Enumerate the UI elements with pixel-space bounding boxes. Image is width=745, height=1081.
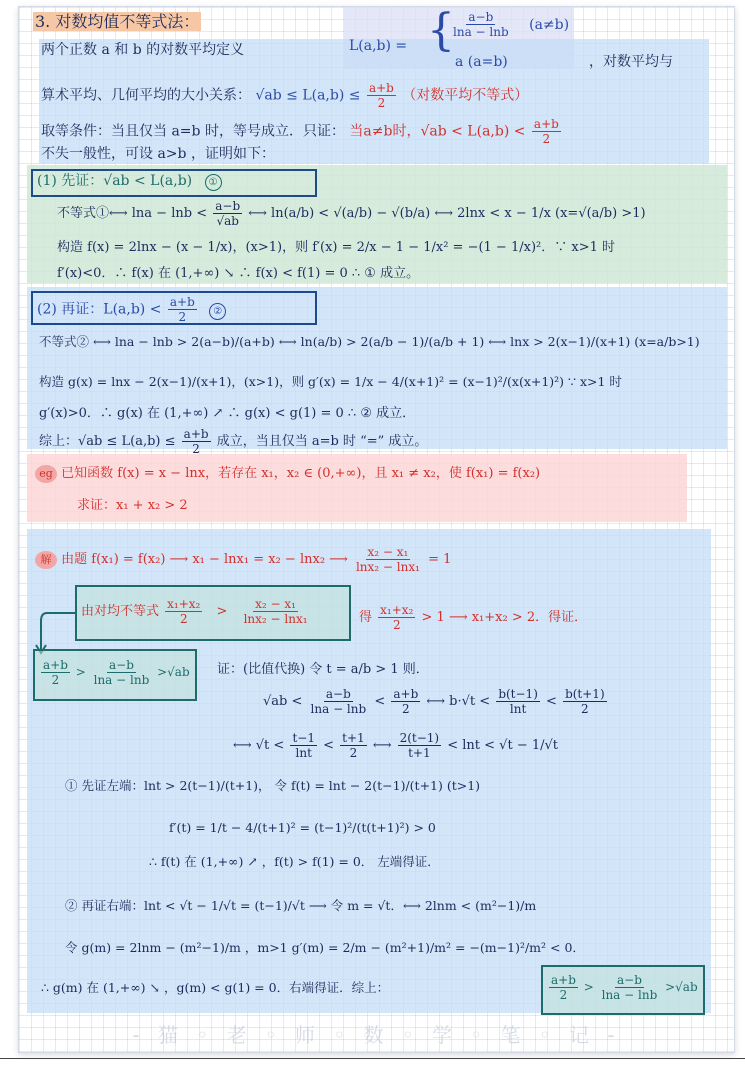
step1-line1: ① 先证左端：lnt > 2(t−1)/(t+1)， 令 f(t) = lnt − 2(t−1)/(t+1) (t>1) bbox=[65, 778, 481, 793]
part1-line2: 构造 f(x) = 2lnx − (x − 1/x)，(x>1)，则 f′(x) = 2/x − 1 − 1/x² = −(1 − 1/x)²．∵ x>1 时 bbox=[57, 240, 615, 255]
solution-line2: 得 $\frac{\text{x₁+x₂}}{2}$ > 1 ⟶ x₁+x₂ > 2．得证． bbox=[359, 603, 588, 632]
example-tag: eg bbox=[35, 465, 57, 483]
example-line2: 求证：x₁ + x₂ > 2 bbox=[77, 498, 188, 513]
substitution-intro: 证：(比值代换) 令 t = a/b > 1 则． bbox=[217, 662, 429, 677]
left-inequality: $\frac{a+b}{2}$ > $\frac{a-b}{\ln a - \ln b}$ >√ab bbox=[43, 658, 190, 687]
final-inequality: $\frac{a+b}{2}$ > $\frac{a-b}{\ln a - \ln b}$ >√ab bbox=[551, 973, 698, 1002]
page-bottom-divider bbox=[0, 1058, 745, 1059]
section-title: 3. 对数均值不等式法： bbox=[35, 12, 200, 31]
step2-line3: ∴ g(m) 在 (1,+∞) ↘ ，g(m) < g(1) = 0．右端得证．综上： bbox=[41, 980, 390, 995]
example-line1: eg 已知函数 f(x) = x − lnx，若存在 x₁，x₂ ∈ (0,+∞)，且 x₁ ≠ x₂，使 f(x₁) = f(x₂) bbox=[35, 465, 540, 483]
solution-line1: 解 由题 f(x₁) = f(x₂) ⟶ x₁ − lnx₁ = x₂ − lnx₂ ⟶ $\frac{\text{x₂ − x₁}}{\text{lnx₂ − lnx₁}}$ = 1 bbox=[35, 545, 451, 574]
part1-line1: 不等式①⟷ lna − lnb < $\frac{a-b}{√ab}$ ⟷ ln(a/b) < √(a/b) − √(b/a) ⟷ 2lnx < x − 1/x (x=√(a/b) >1) bbox=[57, 199, 646, 228]
definition-tail: ，对数平均与 bbox=[589, 54, 673, 70]
step1-line2: f′(t) = 1/t − 4/(t+1)² = (t−1)²/(t(t+1)²) > 0 bbox=[169, 820, 436, 835]
part2-line3: g′(x)>0．∴ g(x) 在 (1,+∞) ↗ ∴ g(x) < g(1) = 0 ∴ ② 成立． bbox=[39, 406, 416, 421]
definition-formula bbox=[349, 37, 407, 55]
notebook-page bbox=[18, 6, 735, 1053]
part2-summary: 综上：√ab ≤ L(a,b) ≤ $\frac{a+b}{2}$ 成立，当且仅当 a=b 时 “=” 成立。 bbox=[39, 427, 428, 456]
step2-line1: ② 再证右端：lnt < √t − 1/√t = (t−1)/√t ⟶ 令 m = √t．⟷ 2lnm < (m²−1)/m bbox=[65, 898, 537, 913]
solution-tag: 解 bbox=[35, 551, 57, 569]
definition-brace: { bbox=[427, 6, 455, 56]
substitution-line1: √ab < $\frac{a-b}{\ln a - \ln b}$ < $\frac{a+b}{2}$ ⟷ b·√t < $\frac{b(t-1)}{\ln t}$ < $\frac{b(t+1)}{2}$ bbox=[263, 687, 605, 716]
watermark: - 猫 ◦ 老 ◦ 师 ◦ 数 ◦ 学 ◦ 笔 ◦ 记 - bbox=[132, 1023, 621, 1047]
substitution-line2: ⟷ √t < $\frac{t-1}{\ln t}$ < $\frac{t+1}{2}$ ⟷ $\frac{2(t-1)}{t+1}$ < lnt < √t − 1/√t bbox=[233, 731, 559, 760]
relation-line: 算术平均、几何平均的大小关系： √ab ≤ L(a,b) ≤ $\frac{a+b}{2}$ （对数平均不等式） bbox=[41, 81, 529, 110]
definition-case-1: $\frac{a-b}{\ln a - \ln b}$ (a≠b) bbox=[453, 10, 570, 39]
wlog-line: 不失一般性，可设 a>b ，证明如下： bbox=[41, 146, 275, 162]
definition-case-2: a (a=b) bbox=[455, 54, 508, 70]
part2-label: (2) 再证：L(a,b) < $\frac{a+b}{2}$ ② bbox=[37, 295, 226, 324]
part2-line2: 构造 g(x) = lnx − 2(x−1)/(x+1)，(x>1)，则 g′(x) = 1/x − 4/(x+1)² = (x−1)²/(x(x+1)²) ∵ x>1 时 bbox=[39, 374, 622, 389]
definition-intro: 两个正数 a 和 b 的对数平均定义 bbox=[41, 42, 245, 58]
inequality-box-content: 由对均不等式 $\frac{\text{x₁+x₂}}{2}$ > $\frac{\text{x₂ − x₁}}{\text{lnx₂ − lnx₁}}$ bbox=[81, 597, 308, 626]
step2-line2: 令 g(m) = 2lnm − (m²−1)/m ，m>1 g′(m) = 2/m − (m²+1)/m² = −(m−1)²/m² < 0． bbox=[65, 940, 585, 955]
part1-line3: f′(x)<0．∴ f(x) 在 (1,+∞) ↘ ∴ f(x) < f(1) = 0 ∴ ① 成立。 bbox=[57, 266, 420, 281]
definition-lhs: L(a,b) = bbox=[349, 38, 408, 54]
step1-line3: ∴ f(t) 在 (1,+∞) ↗ ，f(t) > f(1) = 0． 左端得证． bbox=[149, 854, 440, 869]
part2-line1: 不等式② ⟷ lna − lnb > 2(a−b)/(a+b) ⟷ ln(a/b) > 2(a/b − 1)/(a/b + 1) ⟷ lnx > 2(x−1)/(x+1) (x=a/b>1) bbox=[39, 334, 700, 349]
part1-label: (1) 先证：√ab < L(a,b) ① bbox=[37, 172, 222, 191]
equality-condition: 取等条件：当且仅当 a=b 时，等号成立．只证： 当a≠b时，√ab < L(a,b) < $\frac{a+b}{2}$ bbox=[41, 117, 559, 146]
